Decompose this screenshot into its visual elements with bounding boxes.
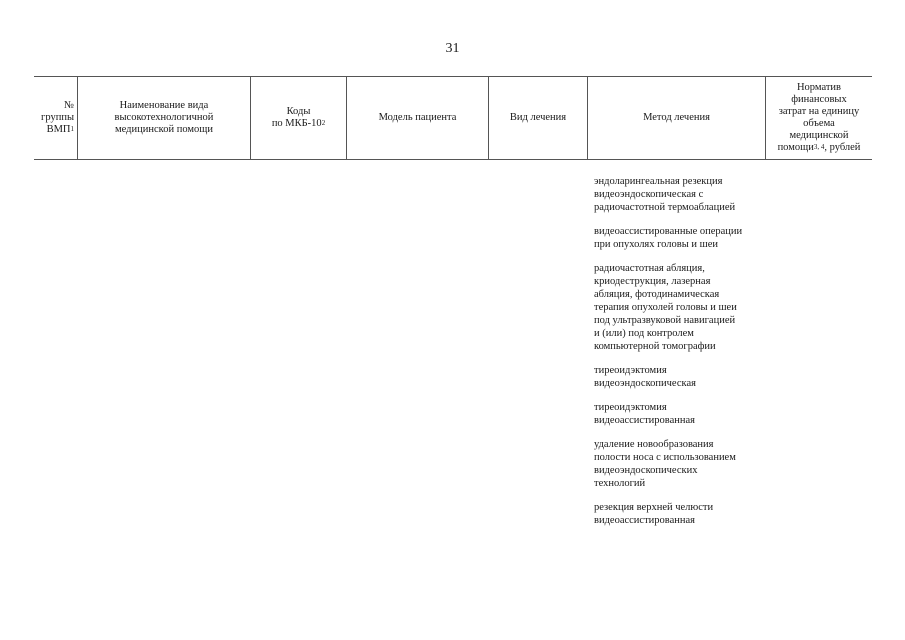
header-group-number <box>34 77 77 159</box>
table-header <box>34 76 872 160</box>
header-treatment-method <box>587 77 765 159</box>
header-care-type-name-label: Наименование вида высокотехнологичной медицинской помощи <box>114 100 214 135</box>
header-patient-model-label: Модель пациента <box>378 112 457 123</box>
header-cost-norm-label: Норматив финансовых затрат на единицу объема медицинской помощи <box>777 82 860 153</box>
footnote-1: 1 <box>70 125 74 133</box>
method-item: тиреоидэктомия видеоассистированная <box>594 402 696 426</box>
header-group-number-label: № группы ВМП <box>41 100 74 135</box>
method-item: радиочастотная абляция, криодеструкция, лазерная абляция, фотодинамическая терапия опухолей головы и шеи под ультразвуковой навигацией и (или) под контролем компьютерной томографии <box>594 263 737 352</box>
method-item: тиреоидэктомия видеоэндоскопическая <box>594 365 696 389</box>
page-number: 31 <box>445 41 460 56</box>
header-care-type-name <box>77 77 250 159</box>
method-item: эндоларингеальная резекция видеоэндоскопическая с радиочастотной термоаблацией <box>594 176 736 213</box>
method-item: видеоассистированные операции при опухолях головы и шеи <box>594 226 743 250</box>
header-treatment-type-label: Вид лечения <box>509 112 567 123</box>
treatment-methods-list <box>594 175 772 538</box>
header-icd-codes <box>250 77 346 159</box>
header-cost-norm-unit: , рублей <box>824 142 861 153</box>
header-treatment-type <box>488 77 587 159</box>
footnote-3-4: 3, 4 <box>813 143 825 151</box>
header-icd-codes-label: Коды по МКБ-10 <box>271 106 322 129</box>
footnote-2: 2 <box>321 119 326 127</box>
header-treatment-method-label: Метод лечения <box>643 112 710 123</box>
header-cost-norm <box>765 77 872 159</box>
method-item: резекция верхней челюсти видеоассистированная <box>594 502 714 526</box>
header-patient-model <box>346 77 488 159</box>
method-item: удаление новообразования полости носа с использованием видеоэндоскопических технологий <box>594 439 736 489</box>
